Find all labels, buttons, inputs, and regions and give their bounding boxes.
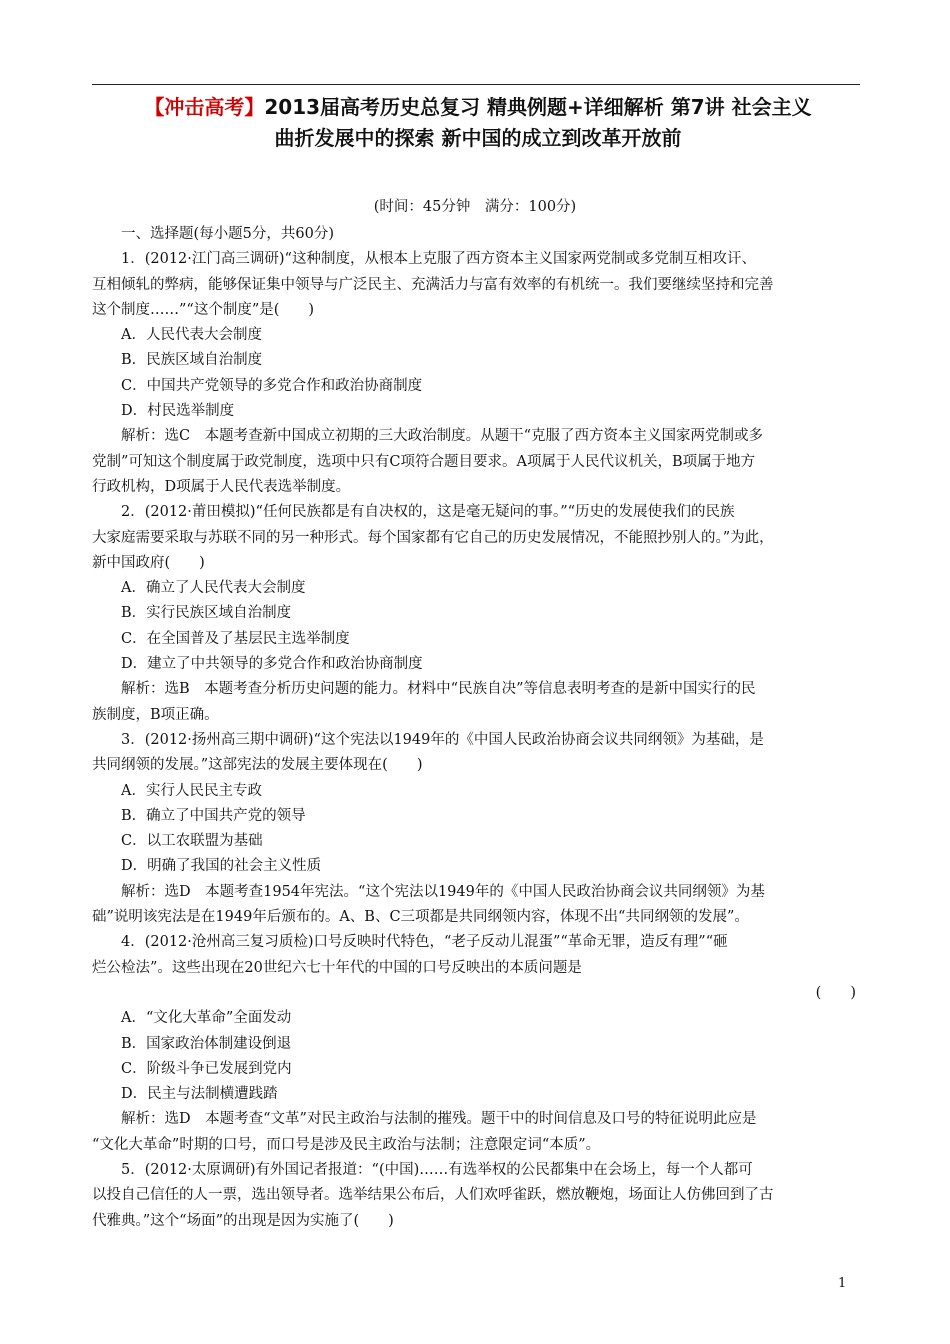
- option-a: A．实行人民民主专政: [121, 782, 262, 799]
- question-stem: 大家庭需要采取与苏联不同的另一种形式。每个国家都有它自己的历史发展情况，不能照抄别人的。”为此，: [92, 529, 774, 546]
- option-d: D．建立了中共领导的多党合作和政治协商制度: [121, 656, 423, 673]
- answer-analysis: 解析：选C 本题考查新中国成立初期的三大政治制度。从题干“克服了西方资本主义国家两党制或多: [121, 428, 764, 445]
- answer-analysis: 族制度，B项正确。: [92, 706, 219, 723]
- answer-analysis: 解析：选B 本题考查分析历史问题的能力。材料中“民族自决”等信息表明考查的是新中国实行的民: [121, 681, 756, 698]
- answer-analysis: 党制”可知这个制度属于政党制度，选项中只有C项符合题目要求。A项属于人民代议机关，B项属于地方: [92, 453, 756, 470]
- answer-analysis: “文化大革命”时期的口号，而口号是涉及民主政治与法制；注意限定词“本质”。: [92, 1136, 601, 1153]
- answer-analysis: 础”说明该宪法是在1949年后颁布的。A、B、C三项都是共同纲领内容，体现不出“共同纲领的发展”。: [92, 909, 749, 926]
- question-stem: 烂公检法”。这些出现在20世纪六七十年代的中国的口号反映出的本质问题是: [92, 959, 582, 976]
- answer-analysis: 解析：选D 本题考查1954年宪法。“这个宪法以1949年的《中国人民政治协商会议共同纲领》为基: [121, 883, 765, 900]
- answer-analysis: 解析：选D 本题考查“文革”对民主政治与法制的摧残。题干中的时间信息及口号的特征说明此应是: [121, 1111, 757, 1128]
- answer-blank: ( ): [815, 984, 856, 1001]
- section-heading: 一、选择题(每小题5分，共60分): [121, 226, 334, 242]
- option-c: C．中国共产党领导的多党合作和政治协商制度: [121, 377, 423, 394]
- title-bracket-tag: 【冲击高考】: [144, 95, 265, 119]
- option-c: C．阶级斗争已发展到党内: [121, 1060, 292, 1077]
- question-stem: 2．(2012·莆田模拟)“任何民族都是有自决权的，这是毫无疑问的事。”“历史的发展使我们的民族: [121, 504, 735, 521]
- option-b: B．确立了中国共产党的领导: [121, 807, 306, 824]
- question-stem: 互相倾轧的弊病，能够保证集中领导与广泛民主、充满活力与富有效率的有机统一。我们要继续坚持和完善: [92, 276, 774, 293]
- question-1: [92, 247, 860, 500]
- document-title: [95, 92, 861, 154]
- question-stem: 1．(2012·江门高三调研)“这种制度，从根本上克服了西方资本主义国家两党制或多党制互相攻讦、: [121, 251, 756, 268]
- question-stem: 以投自己信任的人一票，选出领导者。选举结果公布后，人们欢呼雀跃，燃放鞭炮，场面让人仿佛回到了古: [92, 1187, 774, 1204]
- question-4: [92, 930, 860, 1158]
- option-a: A．确立了人民代表大会制度: [121, 580, 306, 597]
- option-b: B．民族区域自治制度: [121, 352, 263, 369]
- option-a: A．人民代表大会制度: [121, 327, 262, 344]
- question-stem: 3．(2012·扬州高三期中调研)“这个宪法以1949年的《中国人民政治协商会议共同纲领》为基础，是: [121, 731, 764, 748]
- question-stem: 5．(2012·太原调研)有外国记者报道：“(中国)……有选举权的公民都集中在会场上，每一个人都可: [121, 1161, 753, 1178]
- exam-meta: (时间：45分钟 满分：100分): [373, 199, 577, 215]
- question-stem: 这个制度……”“这个制度”是( ): [92, 301, 315, 318]
- answer-analysis: 行政机构，D项属于人民代表选举制度。: [92, 478, 351, 495]
- title-line-2: 曲折发展中的探索 新中国的成立到改革开放前: [274, 126, 682, 150]
- option-d: D．民主与法制横遭践踏: [121, 1086, 278, 1103]
- question-5: [92, 1158, 860, 1234]
- question-stem: 4．(2012·沧州高三复习质检)口号反映时代特色，“老子反动儿混蛋”“革命无罪，造反有理”“砸: [121, 934, 728, 951]
- document-body: [92, 222, 860, 1234]
- option-d: D．村民选举制度: [121, 403, 235, 420]
- header-rule: [92, 84, 860, 85]
- question-3: [92, 728, 860, 930]
- question-stem: 新中国政府( ): [92, 554, 205, 571]
- title-line-1: 【冲击高考】2013届高考历史总复习 精典例题+详细解析 第7讲 社会主义: [144, 95, 812, 119]
- option-c: C．在全国普及了基层民主选举制度: [121, 630, 350, 647]
- page-number: 1: [838, 1276, 847, 1291]
- option-d: D．明确了我国的社会主义性质: [121, 858, 322, 875]
- option-a: A．“文化大革命”全面发动: [121, 1010, 292, 1027]
- question-stem: 共同纲领的发展。”这部宪法的发展主要体现在( ): [92, 757, 423, 774]
- option-b: B．国家政治体制建设倒退: [121, 1035, 292, 1052]
- question-2: [92, 500, 860, 728]
- question-stem: 代雅典。”这个“场面”的出现是因为实施了( ): [92, 1212, 394, 1229]
- option-b: B．实行民族区域自治制度: [121, 605, 292, 622]
- option-c: C．以工农联盟为基础: [121, 833, 263, 850]
